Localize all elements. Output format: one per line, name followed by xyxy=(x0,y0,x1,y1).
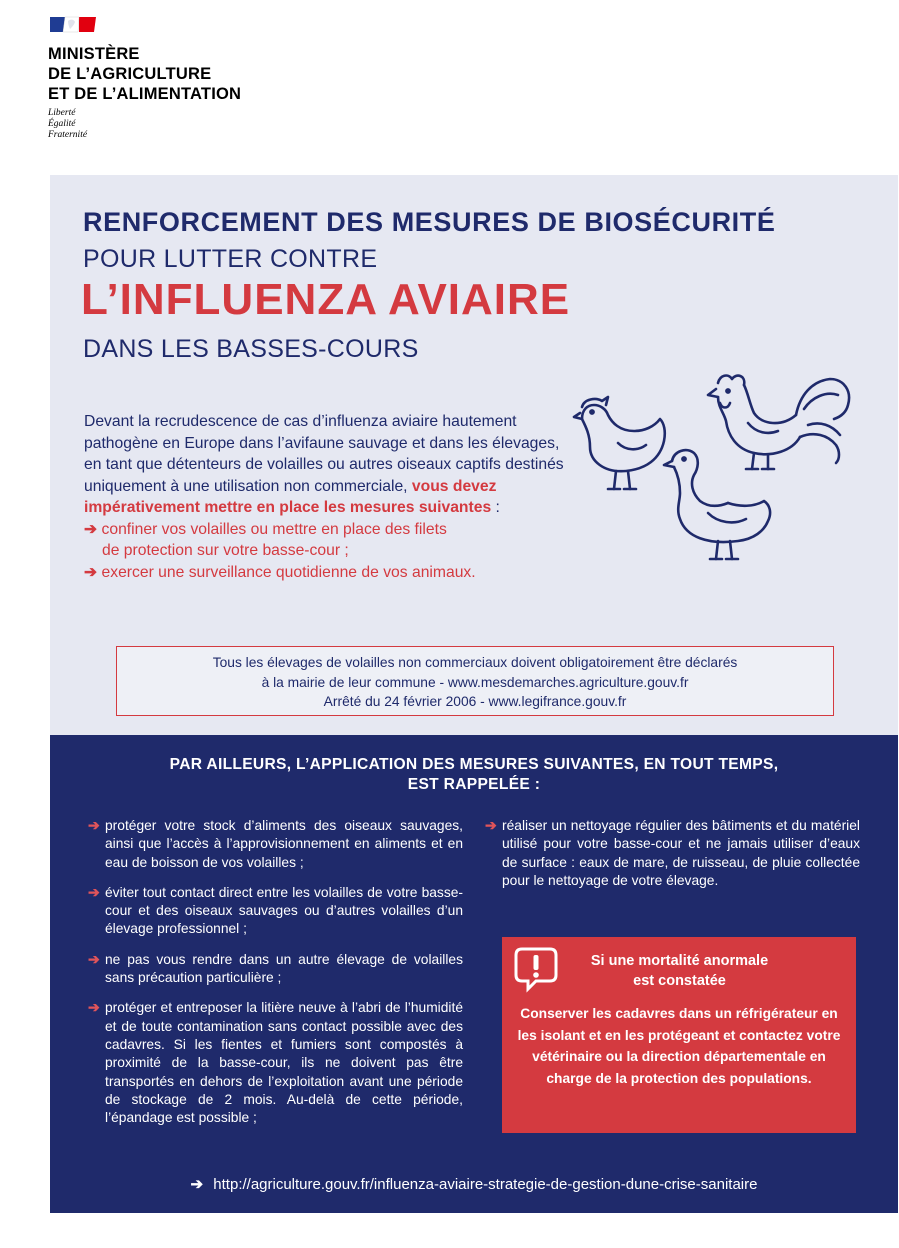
measure-text: éviter tout contact direct entre les volailles de votre basse-cour et des oiseaux sauvages ou d’autres volailles d’un élevage professionnel ; xyxy=(105,884,463,937)
republic-motto xyxy=(48,108,308,141)
ministry-line-1: MINISTÈRE xyxy=(48,45,140,63)
title-line-2: POUR LUTTER CONTRE xyxy=(83,245,378,273)
arrow-icon: ➔ xyxy=(88,884,100,900)
motto-fraternite: Fraternité xyxy=(48,130,88,140)
poultry-illustration-icon xyxy=(568,365,853,575)
arrow-icon: ➔ xyxy=(88,818,100,833)
arrow-icon: ➔ xyxy=(88,1000,100,1016)
measures-left-column xyxy=(88,817,463,1139)
duck-icon xyxy=(664,450,770,559)
measure-text: ne pas vous rendre dans un autre élevage de volailles sans précaution particulière ; xyxy=(105,951,463,986)
measures-heading-line-1: PAR AILLEURS, L’APPLICATION DES MESURES SUIVANTES, EN TOUT TEMPS, xyxy=(169,756,779,773)
intro-paragraph: Devant la recrudescence de cas d’influenza aviaire hautement pathogène en Europe dans l’avifaune sauvage et dans les élevages, en tant que détenteurs de volailles ou autres oiseaux captifs destinés uniquement à une utilisation non commerciale, xyxy=(84,413,564,495)
marianne-flag-icon xyxy=(48,14,98,34)
ministry-line-2: DE L’AGRICULTURE xyxy=(48,65,212,83)
list-item xyxy=(485,817,860,890)
rooster-icon xyxy=(708,376,849,469)
arrow-icon: ➔ xyxy=(190,1176,204,1193)
list-item xyxy=(88,999,463,1127)
arrow-icon: ➔ xyxy=(84,520,98,538)
measures-section xyxy=(50,735,898,1213)
notice-line-2: à la mairie de leur commune - www.mesdemarches.agriculture.gouv.fr xyxy=(261,674,689,690)
alert-title xyxy=(562,951,797,991)
notice-line-1: Tous les élevages de volailles non commerciaux doivent obligatoirement être déclarés xyxy=(212,655,738,670)
arrow-icon: ➔ xyxy=(88,951,100,967)
arrow-icon: ➔ xyxy=(485,818,497,833)
ministry-logo xyxy=(48,14,308,141)
title-main: L’INFLUENZA AVIAIRE xyxy=(81,275,571,324)
alert-title-line-2: est constatée xyxy=(633,973,726,989)
footer-url[interactable]: http://agriculture.gouv.fr/influenza-aviaire-strategie-de-gestion-dune-crise-sanitaire xyxy=(213,1176,758,1193)
exclamation-icon xyxy=(512,945,560,993)
measures-right-column xyxy=(485,817,860,902)
intro-bullet-2 xyxy=(84,562,564,584)
alert-body: Conserver les cadavres dans un réfrigérateur en les isolant et en les protégeant et contactez votre vétérinaire ou la direction départementale en charge de la protection des populations. xyxy=(517,1006,841,1086)
intro-bullet-2-text: exercer une surveillance quotidienne de vos animaux. xyxy=(101,563,476,581)
alert-title-line-1: Si une mortalité anormale xyxy=(590,953,769,969)
notice-line-3: Arrêté du 24 février 2006 - www.legifrance.gouv.fr xyxy=(323,694,627,709)
intro-bullet-1 xyxy=(84,519,564,541)
title-line-1: RENFORCEMENT DES MESURES DE BIOSÉCURITÉ xyxy=(83,207,776,237)
footer-link-row xyxy=(50,1175,898,1193)
intro-bullet-1-text-a: confiner vos volailles ou mettre en place des filets xyxy=(101,520,447,538)
list-item xyxy=(88,817,463,872)
intro-emphasis: vous devez impérativement mettre en place les mesures suivantes xyxy=(84,477,497,516)
intro-text xyxy=(84,411,564,583)
motto-egalite: Égalité xyxy=(48,119,76,129)
arrow-icon: ➔ xyxy=(84,563,98,581)
list-item xyxy=(88,951,463,988)
list-item xyxy=(88,884,463,939)
ministry-name xyxy=(48,44,308,104)
intro-colon: : xyxy=(491,499,500,516)
hen-icon xyxy=(574,397,665,489)
measure-text: protéger votre stock d’aliments des oiseaux sauvages, ainsi que l’accès à l’approvisionnement en aliments et en eau de boisson de vos volailles ; xyxy=(105,818,463,870)
mortality-alert-box xyxy=(502,937,856,1133)
motto-liberte: Liberté xyxy=(48,108,76,118)
measure-text: réaliser un nettoyage régulier des bâtiments et du matériel utilisé pour votre basse-cour et ne jamais utiliser d’eaux de surface : eaux de mare, de ruisseau, de pluie collectée pour le nettoyage de votre élevage. xyxy=(502,818,860,888)
measure-text: protéger et entreposer la litière neuve à l’abri de l’humidité et de toute contamination sans contact possible avec des cadavres. Si les fientes et fumiers sont compostés à proximité de la basse-cour, ils ne doivent pas être transportés en dehors de l’exploitation avant une période de stockage de 2 mois. Au-delà de cette période, l’épandage est possible ; xyxy=(105,1000,463,1126)
measures-heading-line-2: EST RAPPELÉE : xyxy=(407,776,541,793)
declaration-notice xyxy=(116,646,834,716)
title-line-4: DANS LES BASSES-COURS xyxy=(83,335,419,363)
measures-heading xyxy=(50,755,898,795)
top-section xyxy=(50,175,898,735)
ministry-line-3: ET DE L’ALIMENTATION xyxy=(48,85,242,103)
intro-bullet-1-cont: de protection sur votre basse-cour ; xyxy=(102,542,349,559)
